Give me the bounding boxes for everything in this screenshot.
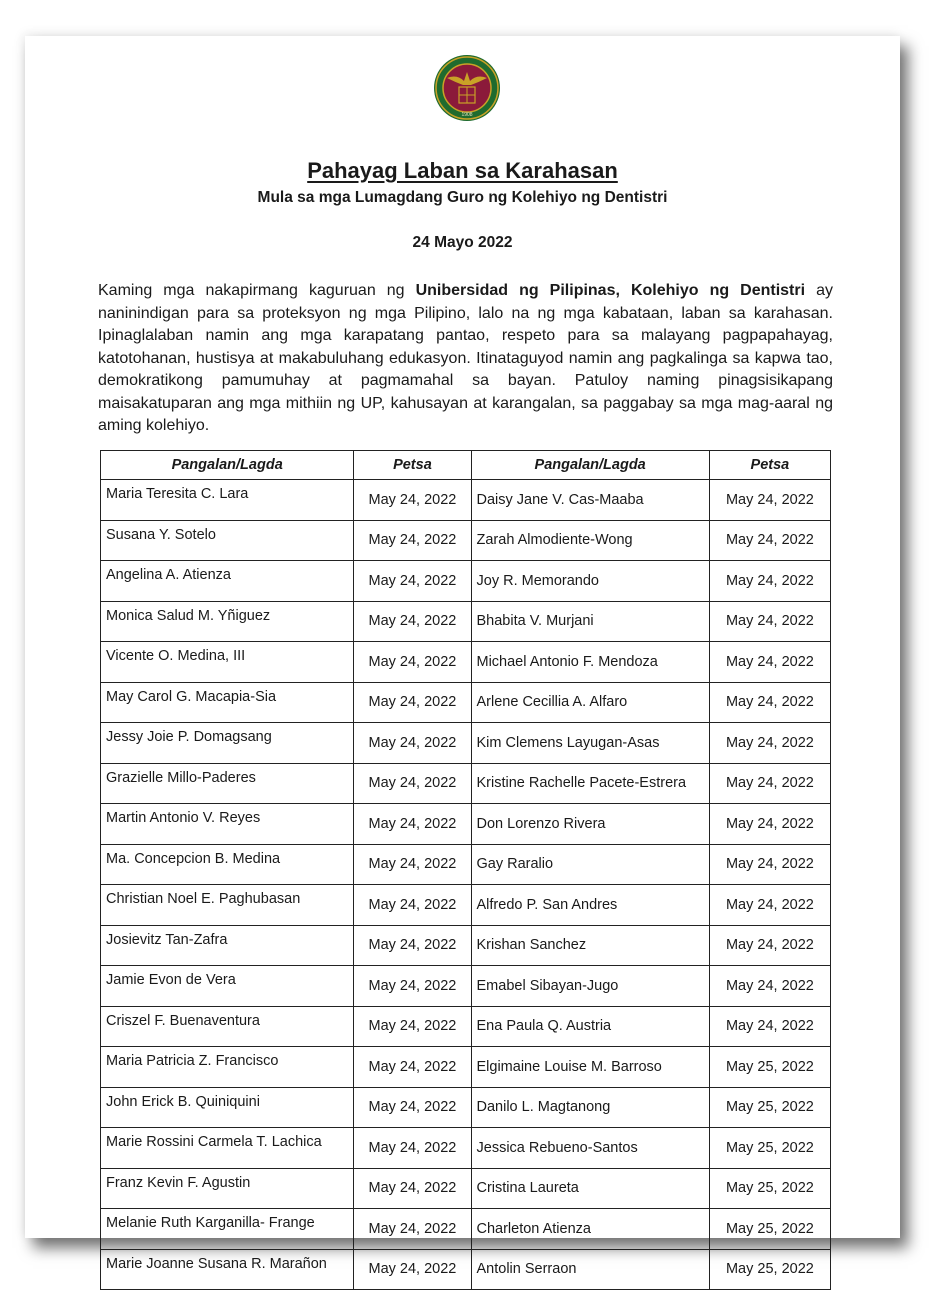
signature-date: May 24, 2022 — [354, 1168, 471, 1209]
signatory-name: Don Lorenzo Rivera — [471, 804, 709, 845]
signature-date: May 25, 2022 — [709, 1087, 830, 1128]
page-title: Pahayag Laban sa Karahasan — [307, 158, 618, 183]
signature-date: May 24, 2022 — [709, 561, 830, 602]
table-row — [101, 601, 831, 642]
signature-date: May 24, 2022 — [354, 844, 471, 885]
signature-date: May 24, 2022 — [709, 763, 830, 804]
signatory-name: Joy R. Memorando — [471, 561, 709, 602]
signature-date: May 24, 2022 — [354, 1006, 471, 1047]
signatory-name: Marie Joanne Susana R. Marañon — [101, 1249, 354, 1290]
signature-date: May 24, 2022 — [354, 1249, 471, 1290]
signature-date: May 24, 2022 — [354, 885, 471, 926]
table-header-row — [101, 451, 831, 480]
table-row — [101, 1168, 831, 1209]
page-subtitle: Mula sa mga Lumagdang Guro ng Kolehiyo ng Dentistri — [257, 189, 668, 206]
signature-date: May 24, 2022 — [709, 1006, 830, 1047]
signatory-name: Kim Clemens Layugan-Asas — [471, 723, 709, 764]
signatory-name: Monica Salud M. Yñiguez — [101, 601, 354, 642]
signature-date: May 24, 2022 — [354, 601, 471, 642]
signatory-name: Danilo L. Magtanong — [471, 1087, 709, 1128]
table-row — [101, 480, 831, 521]
svg-text:1908: 1908 — [461, 112, 473, 118]
signature-date: May 24, 2022 — [354, 1087, 471, 1128]
signatory-name: Maria Patricia Z. Francisco — [101, 1047, 354, 1088]
column-header-name: Pangalan/Lagda — [101, 451, 354, 480]
signatory-name: Vicente O. Medina, III — [101, 642, 354, 683]
signature-date: May 25, 2022 — [709, 1128, 830, 1169]
signatory-name: Arlene Cecillia A. Alfaro — [471, 682, 709, 723]
signatory-name: Emabel Sibayan-Jugo — [471, 966, 709, 1007]
table-row — [101, 642, 831, 683]
institution-name: Unibersidad ng Pilipinas, Kolehiyo ng Dentistri — [415, 282, 806, 299]
paragraph-intro: Kaming mga nakapirmang kaguruan ng — [98, 282, 416, 299]
signatory-name: Bhabita V. Murjani — [471, 601, 709, 642]
signatory-name: Marie Rossini Carmela T. Lachica — [101, 1128, 354, 1169]
table-row — [101, 1087, 831, 1128]
table-row — [101, 1047, 831, 1088]
signature-date: May 24, 2022 — [709, 844, 830, 885]
signature-date: May 24, 2022 — [354, 804, 471, 845]
university-seal-icon — [433, 54, 501, 122]
table-row — [101, 885, 831, 926]
signatory-name: Kristine Rachelle Pacete-Estrera — [471, 763, 709, 804]
signatory-name: Antolin Serraon — [471, 1249, 709, 1290]
document-page — [25, 36, 900, 1278]
table-row — [101, 1128, 831, 1169]
signature-date: May 25, 2022 — [709, 1047, 830, 1088]
signatory-name: Melanie Ruth Karganilla- Frange — [101, 1209, 354, 1250]
signatory-name: Krishan Sanchez — [471, 925, 709, 966]
signatory-name: John Erick B. Quiniquini — [101, 1087, 354, 1128]
table-row — [101, 804, 831, 845]
statement-paragraph — [98, 280, 833, 438]
column-header-name: Pangalan/Lagda — [471, 451, 709, 480]
signatory-name: Jessy Joie P. Domagsang — [101, 723, 354, 764]
table-row — [101, 561, 831, 602]
table-row — [101, 723, 831, 764]
signatory-name: Grazielle Millo-Paderes — [101, 763, 354, 804]
signature-date: May 24, 2022 — [709, 723, 830, 764]
signatory-name: May Carol G. Macapia-Sia — [101, 682, 354, 723]
signature-date: May 24, 2022 — [354, 1047, 471, 1088]
signatory-name: Martin Antonio V. Reyes — [101, 804, 354, 845]
statement-date: 24 Mayo 2022 — [412, 234, 513, 251]
signatories-table — [100, 450, 831, 1290]
signature-date: May 24, 2022 — [354, 682, 471, 723]
signature-date: May 24, 2022 — [709, 642, 830, 683]
signatory-name: Josievitz Tan-Zafra — [101, 925, 354, 966]
table-row — [101, 1006, 831, 1047]
table-row — [101, 966, 831, 1007]
signatory-name: Angelina A. Atienza — [101, 561, 354, 602]
signatory-name: Jamie Evon de Vera — [101, 966, 354, 1007]
signature-date: May 24, 2022 — [354, 723, 471, 764]
signature-date: May 24, 2022 — [354, 1128, 471, 1169]
signatory-name: Ma. Concepcion B. Medina — [101, 844, 354, 885]
table-row — [101, 925, 831, 966]
signature-date: May 24, 2022 — [354, 966, 471, 1007]
signature-date: May 24, 2022 — [709, 480, 830, 521]
signatory-name: Charleton Atienza — [471, 1209, 709, 1250]
signatory-name: Michael Antonio F. Mendoza — [471, 642, 709, 683]
signature-date: May 24, 2022 — [354, 520, 471, 561]
signatory-name: Susana Y. Sotelo — [101, 520, 354, 561]
signature-date: May 24, 2022 — [709, 804, 830, 845]
table-row — [101, 1249, 831, 1290]
table-row — [101, 1209, 831, 1250]
signature-date: May 24, 2022 — [709, 601, 830, 642]
signature-date: May 24, 2022 — [354, 1209, 471, 1250]
table-row — [101, 844, 831, 885]
signatory-name: Alfredo P. San Andres — [471, 885, 709, 926]
signatory-name: Franz Kevin F. Agustin — [101, 1168, 354, 1209]
signatory-name: Zarah Almodiente-Wong — [471, 520, 709, 561]
signatory-name: Criszel F. Buenaventura — [101, 1006, 354, 1047]
table-row — [101, 763, 831, 804]
signatory-name: Ena Paula Q. Austria — [471, 1006, 709, 1047]
signatory-name: Daisy Jane V. Cas-Maaba — [471, 480, 709, 521]
table-body — [101, 480, 831, 1290]
signature-date: May 24, 2022 — [709, 925, 830, 966]
table-row — [101, 520, 831, 561]
signature-date: May 24, 2022 — [354, 561, 471, 602]
signature-date: May 24, 2022 — [709, 885, 830, 926]
signatory-name: Maria Teresita C. Lara — [101, 480, 354, 521]
signature-date: May 24, 2022 — [709, 520, 830, 561]
signature-date: May 24, 2022 — [354, 925, 471, 966]
signature-date: May 25, 2022 — [709, 1209, 830, 1250]
signature-date: May 24, 2022 — [709, 682, 830, 723]
signatory-name: Jessica Rebueno-Santos — [471, 1128, 709, 1169]
signature-date: May 25, 2022 — [709, 1168, 830, 1209]
signatory-name: Elgimaine Louise M. Barroso — [471, 1047, 709, 1088]
column-header-date: Petsa — [354, 451, 471, 480]
table-row — [101, 682, 831, 723]
signature-date: May 24, 2022 — [354, 763, 471, 804]
paragraph-rest: ay naninindigan para sa proteksyon ng mga Pilipino, lalo na ng mga kabataan, laban sa karahasan. Ipinaglalaban namin ang mga karapatang pantao, respeto para sa malayang pagpapahayag, katotohanan, hustisya at makabuluhang edukasyon. Itinataguyod namin ang pagkalinga sa kapwa tao, demokratikong pamumuhay at pagmamahal sa bayan. Patuloy naming pinagsisikapang maisakatuparan ang mga mithiin ng UP, kahusayan at karangalan, sa paggabay sa mga mag-aaral ng aming kolehiyo. — [98, 282, 834, 434]
signature-date: May 24, 2022 — [354, 642, 471, 683]
signatory-name: Christian Noel E. Paghubasan — [101, 885, 354, 926]
signature-date: May 24, 2022 — [354, 480, 471, 521]
signatory-name: Gay Raralio — [471, 844, 709, 885]
signature-date: May 25, 2022 — [709, 1249, 830, 1290]
column-header-date: Petsa — [709, 451, 830, 480]
signature-date: May 24, 2022 — [709, 966, 830, 1007]
signatory-name: Cristina Laureta — [471, 1168, 709, 1209]
